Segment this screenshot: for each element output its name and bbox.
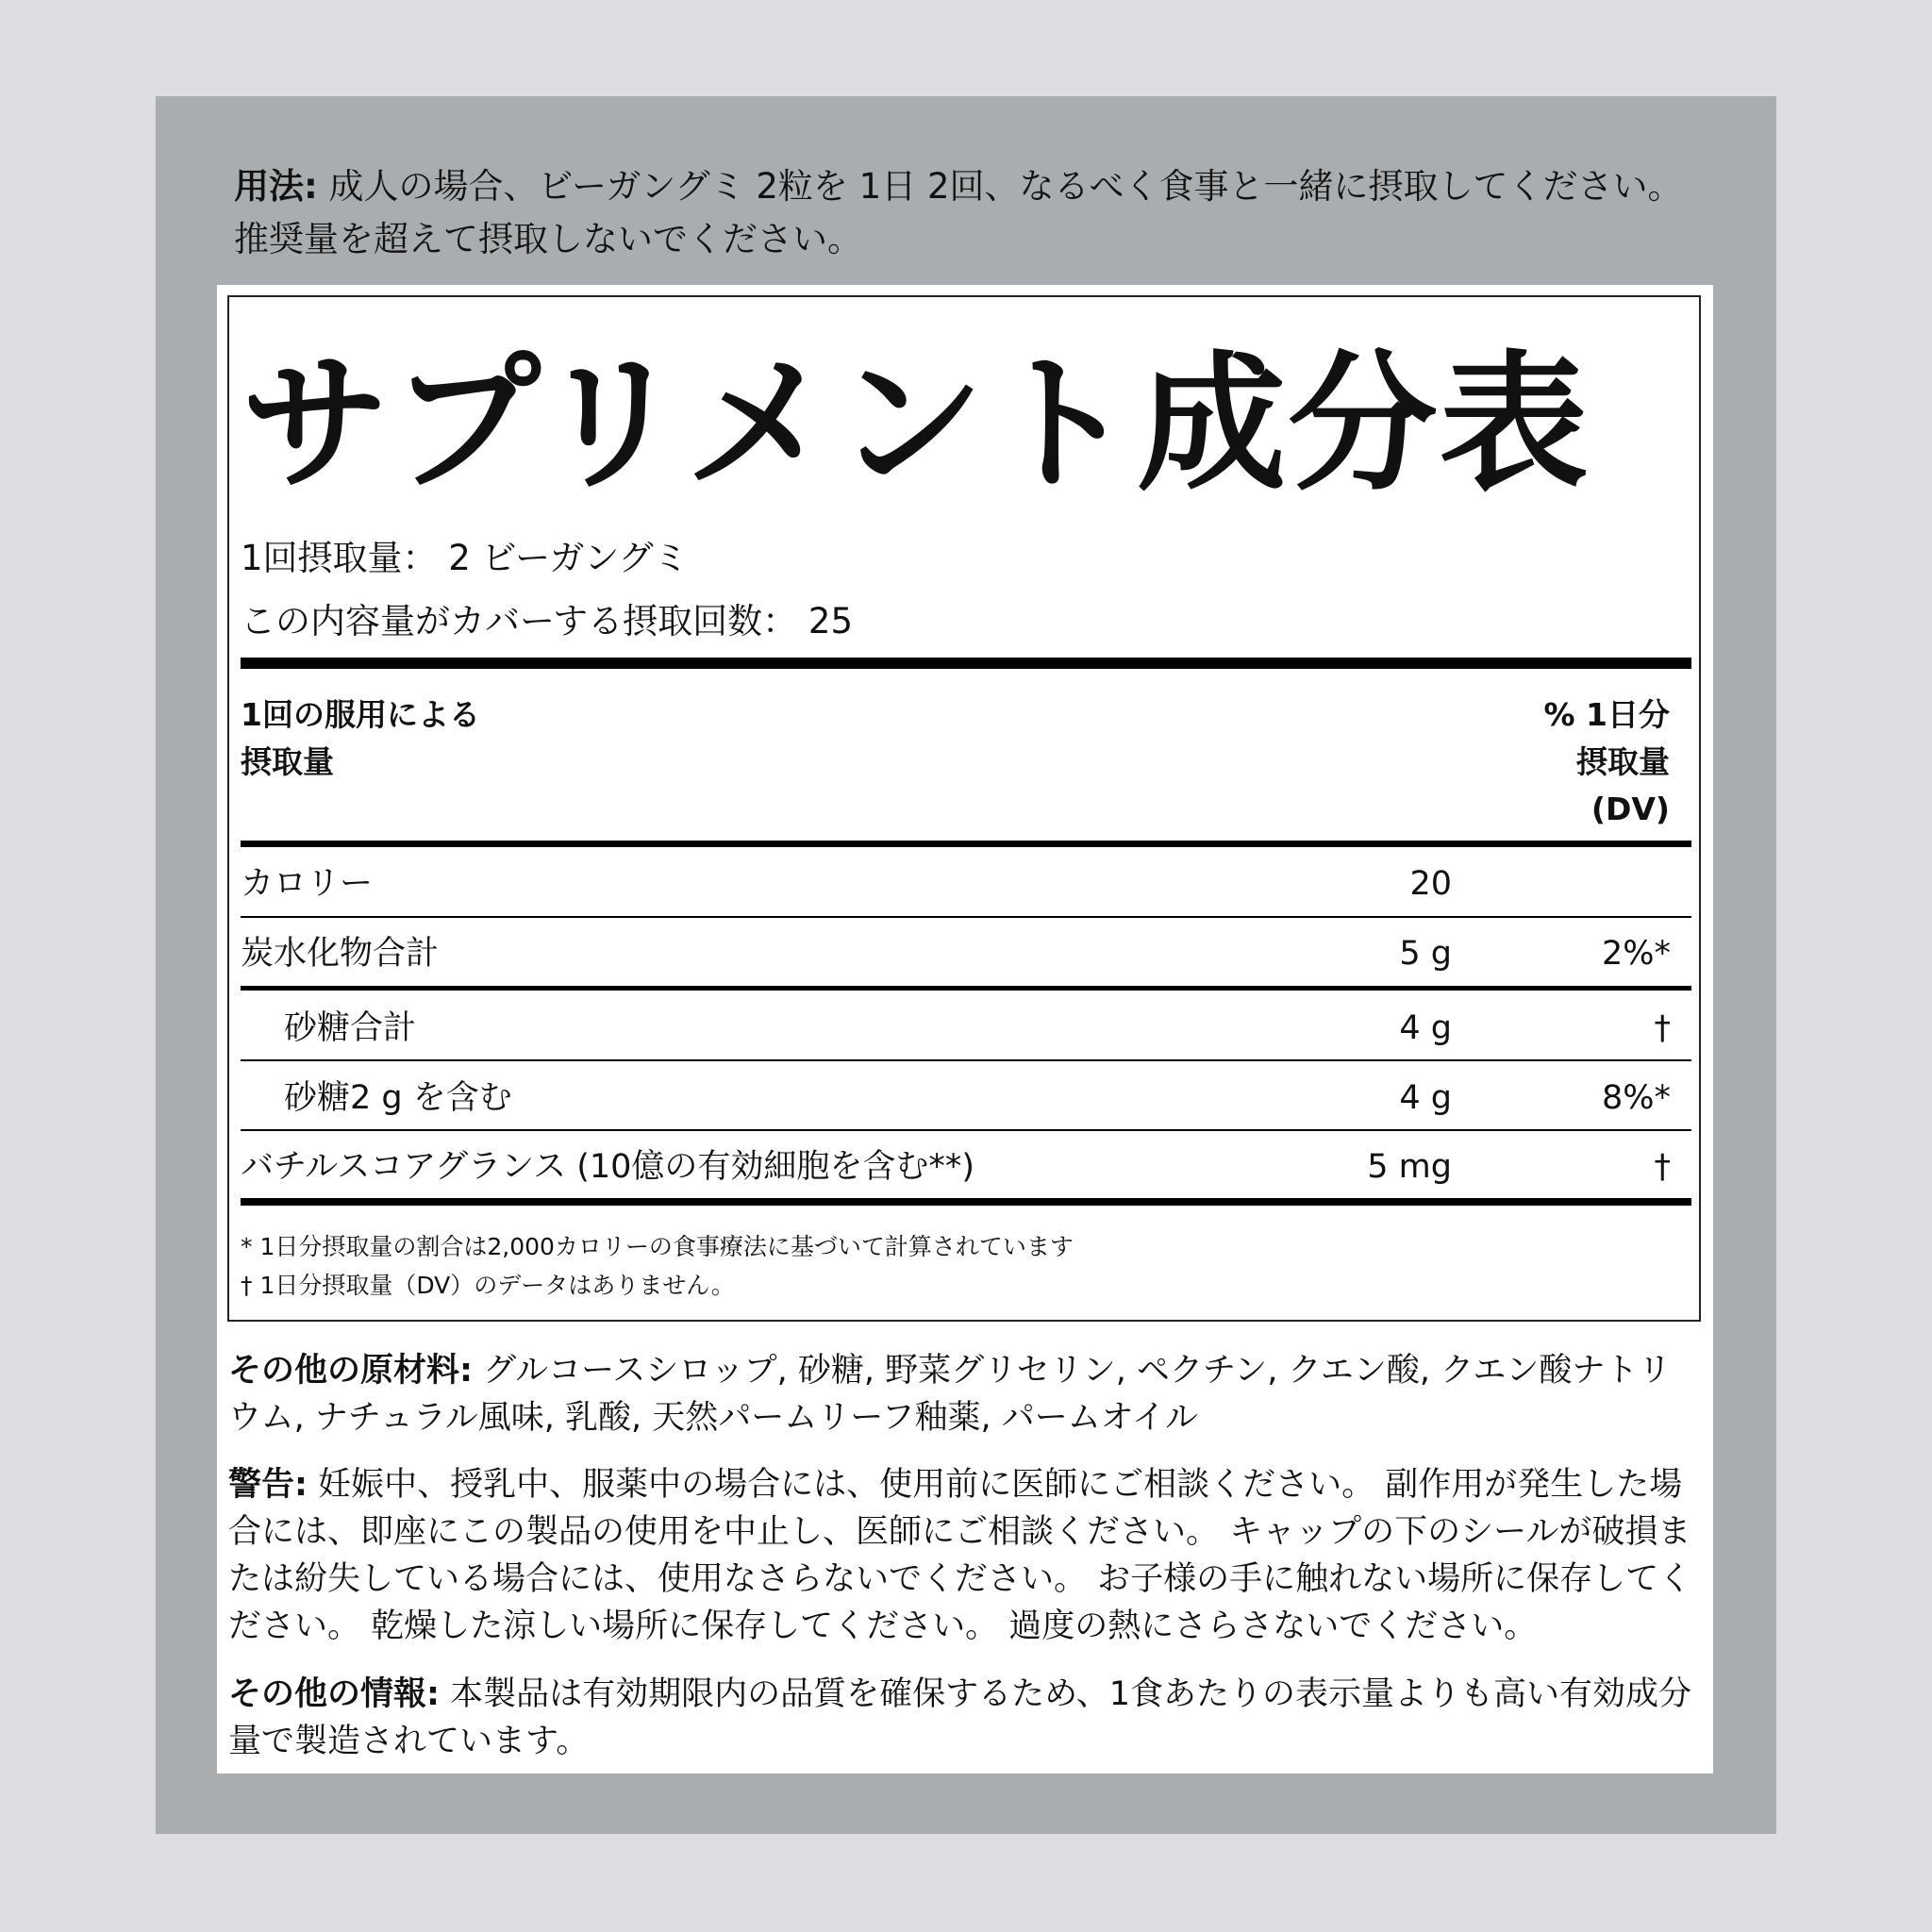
header-right-line2: 摂取量: [1576, 743, 1670, 780]
directions-text: [234, 160, 1706, 266]
thick-divider-top: [241, 658, 1691, 669]
nutrient-name: 砂糖合計: [284, 1009, 417, 1047]
table-row: [241, 1002, 1691, 1055]
footnote-no-dv: † 1日分摂取量（DV）のデータはありません。: [241, 1272, 735, 1299]
nutrient-name: バチルスコアグランス (10億の有効細胞を含む**): [241, 1148, 975, 1186]
warning-body: 妊娠中、授乳中、服薬中の場合には、使用前に医師にご相談ください。 副作用が発生した場合には、即座にこの製品の使用を中止し、医師にご相談ください。 キャップの下のシールが破損または紛失している場合には、使用なさらないでください。 お子様の手に触れない場所に保存してください。 乾燥した涼しい場所に保存してください。 過度の熱にさらさないでください。: [228, 1466, 1692, 1645]
header-left-line2: 摂取量: [241, 743, 334, 780]
footnote-dv-basis: * 1日分摂取量の割合は2,000カロリーの食事療法に基づいて計算されています: [241, 1233, 1074, 1260]
other-information: [228, 1671, 1700, 1765]
header-right-line1: % 1日分: [1543, 696, 1670, 733]
thick-divider-bottom: [241, 1198, 1691, 1206]
thick-divider-header: [241, 841, 1691, 847]
nutrient-name: 炭水化物合計: [241, 935, 440, 973]
header-daily-value: [1543, 691, 1670, 833]
nutrient-amount: 5 g: [1399, 935, 1452, 973]
nutrient-dv: 8%*: [1601, 1079, 1671, 1117]
table-row: [241, 927, 1691, 980]
thin-divider: [241, 1129, 1691, 1131]
thin-divider: [241, 1059, 1691, 1061]
directions-body: 成人の場合、ビーガングミ 2粒を 1日 2回、なるべく食事と一緒に摂取してください。 推奨量を超えて摂取しないでください。: [234, 166, 1683, 259]
other-info-body: 本製品は有効期限内の品質を確保するため、1食あたりの表示量よりも高い有効成分量で製造されています。: [228, 1675, 1691, 1760]
header-left-line1: 1回の服用による: [241, 696, 480, 733]
other-ingredients-label: その他の原材料:: [228, 1352, 473, 1390]
medium-divider: [241, 986, 1691, 991]
table-row: [241, 1141, 1691, 1193]
nutrient-amount: 20: [1409, 865, 1452, 903]
nutrient-dv: †: [1654, 1148, 1671, 1186]
directions-label: 用法:: [234, 166, 318, 207]
nutrient-dv: 2%*: [1601, 935, 1671, 973]
nutrient-amount: 4 g: [1399, 1079, 1452, 1117]
nutrient-name: カロリー: [241, 865, 374, 903]
warning-label: 警告:: [228, 1466, 308, 1504]
nutrient-amount: 5 mg: [1367, 1148, 1452, 1186]
nutrient-amount: 4 g: [1399, 1009, 1452, 1047]
other-ingredients-body: グルコースシロップ, 砂糖, 野菜グリセリン, ペクチン, クエン酸, クエン酸ナトリウム, ナチュラル風味, 乳酸, 天然パームリーフ釉薬, パームオイル: [228, 1352, 1672, 1437]
header-right-line3: (DV): [1591, 791, 1670, 827]
table-row: [241, 1072, 1691, 1124]
thin-divider: [241, 916, 1691, 918]
facts-title: サプリメント成分表: [241, 338, 1591, 511]
serving-size: 1回摂取量： 2 ビーガングミ: [241, 538, 689, 578]
other-ingredients: [228, 1347, 1700, 1441]
other-info-label: その他の情報:: [228, 1675, 440, 1713]
servings-per-container: この内容量がカバーする摂取回数： 25: [241, 601, 853, 641]
header-amount-per-serving: [241, 691, 480, 786]
nutrient-name: 砂糖2 g を含む: [284, 1079, 512, 1117]
warning: [228, 1461, 1700, 1650]
nutrient-dv: †: [1654, 1009, 1671, 1047]
table-row: [241, 858, 1691, 910]
